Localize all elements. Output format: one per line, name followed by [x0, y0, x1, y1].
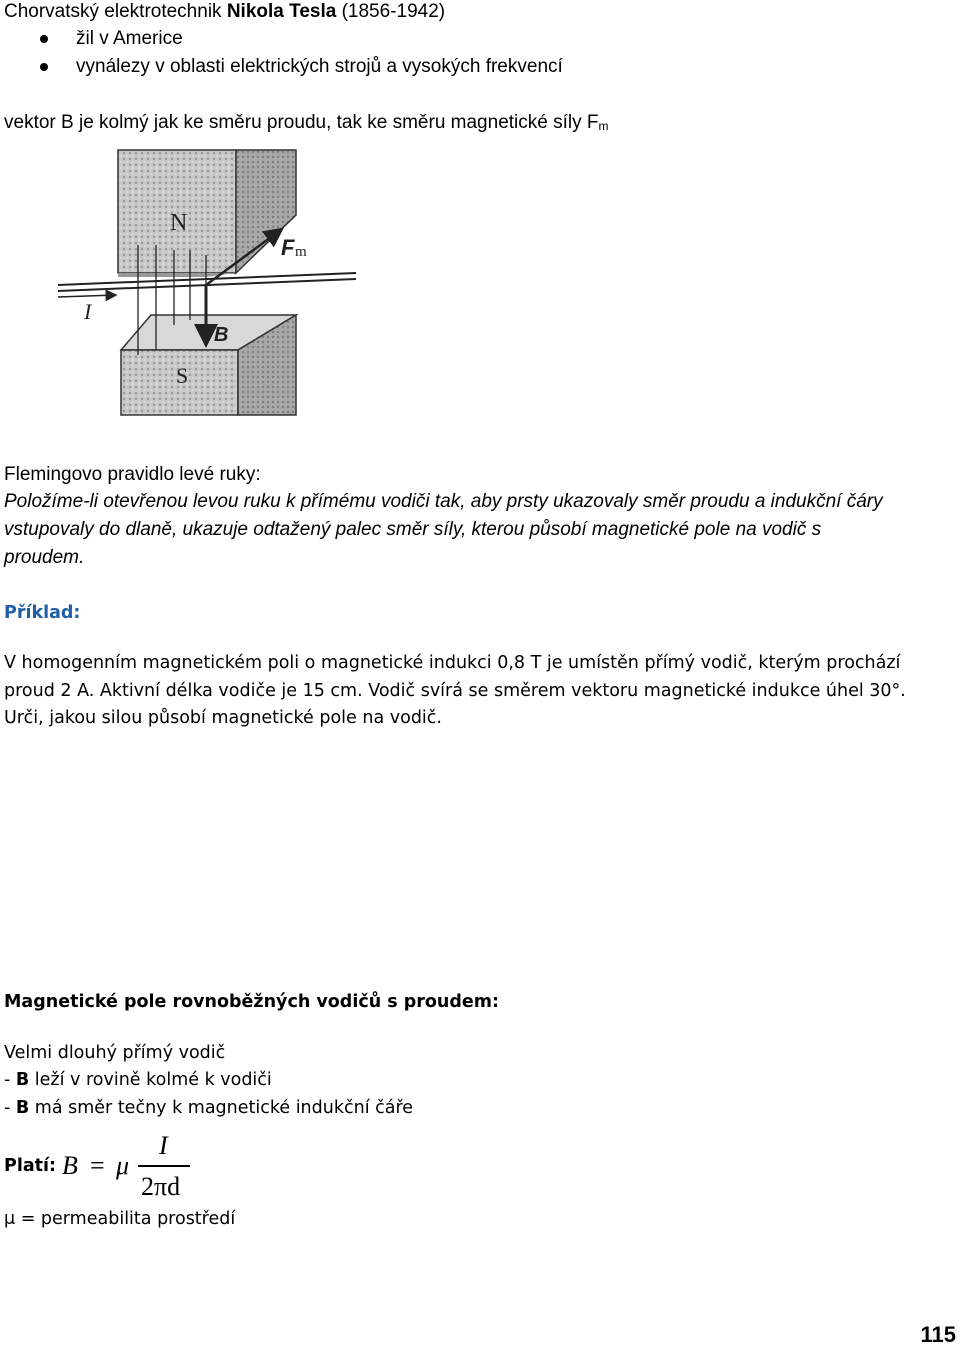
- mu-definition: μ = permeabilita prostředí: [4, 1209, 236, 1229]
- item1-bold: B: [15, 1070, 30, 1090]
- intro-name: Nikola Tesla: [226, 1, 337, 22]
- fraction-bar: [138, 1165, 190, 1167]
- example-line-1: V homogenním magnetickém poli o magnetické indukci 0,8 T je umístěn přímý vodič, kterým prochází: [4, 653, 901, 673]
- formula-mu: μ: [116, 1151, 130, 1180]
- intro-line: [4, 0, 445, 24]
- example-line-2: proud 2 A. Aktivní délka vodiče je 15 cm. Vodič svírá se směrem vektoru magnetické indukce úhel 30°.: [4, 681, 906, 701]
- vector-statement: [4, 111, 609, 138]
- fleming-title: Flemingovo pravidlo levé ruky:: [4, 464, 261, 485]
- parallel-subtitle: Velmi dlouhý přímý vodič: [4, 1043, 226, 1063]
- formula-denominator: 2πd: [141, 1172, 181, 1201]
- example-line-3: Urči, jakou silou působí magnetické pole na vodič.: [4, 708, 442, 728]
- label-field: B: [214, 324, 229, 346]
- vector-statement-sub: m: [598, 119, 609, 133]
- intro-prefix: Chorvatský elektrotechnik: [4, 1, 227, 22]
- south-pole-block: [121, 315, 296, 415]
- bullet-dot-1: [40, 35, 48, 43]
- bullet-item-1: žil v Americe: [76, 28, 183, 49]
- parallel-item-1: [4, 1068, 272, 1092]
- item2-rest: má směr tečny k magnetické indukční čáře: [29, 1098, 414, 1118]
- intro-years: (1856-1942): [336, 1, 446, 22]
- formula-numerator: I: [159, 1131, 168, 1160]
- item2-bold: B: [15, 1098, 30, 1118]
- label-force: F: [281, 235, 295, 260]
- formula-label: Platí:: [4, 1156, 56, 1176]
- page-number: 115: [920, 1322, 956, 1347]
- north-pole-block: [118, 150, 296, 277]
- vector-statement-text: vektor B je kolmý jak ke směru proudu, tak ke směru magnetické síly F: [4, 112, 599, 133]
- item1-rest: leží v rovině kolmé k vodiči: [29, 1070, 272, 1090]
- bullet-dot-2: [40, 63, 48, 71]
- item2-prefix: -: [4, 1098, 16, 1118]
- parallel-item-2: [4, 1096, 413, 1120]
- label-north: N: [170, 210, 188, 236]
- label-force-sub: m: [295, 244, 307, 260]
- formula-eq: =: [90, 1151, 105, 1180]
- label-current: I: [84, 299, 92, 324]
- fleming-line-1: Položíme-li otevřenou levou ruku k přímému vodiči tak, aby prsty ukazovaly směr proudu a indukční čáry: [4, 491, 883, 512]
- fleming-line-3: proudem.: [4, 547, 85, 568]
- example-heading: Příklad:: [4, 603, 81, 623]
- item1-prefix: -: [4, 1070, 16, 1090]
- magnet-figure: [56, 145, 366, 435]
- parallel-heading: Magnetické pole rovnoběžných vodičů s proudem:: [4, 992, 500, 1012]
- fleming-line-2: vstupovaly do dlaně, ukazuje odtažený palec směr síly, kterou působí magnetické pole na vodič s: [4, 519, 822, 540]
- formula-lhs: B: [62, 1151, 78, 1180]
- formula: [4, 1131, 264, 1205]
- bullet-item-2: vynálezy v oblasti elektrických strojů a vysokých frekvencí: [76, 56, 563, 77]
- current-arrow: [58, 295, 116, 297]
- label-south: S: [176, 363, 189, 388]
